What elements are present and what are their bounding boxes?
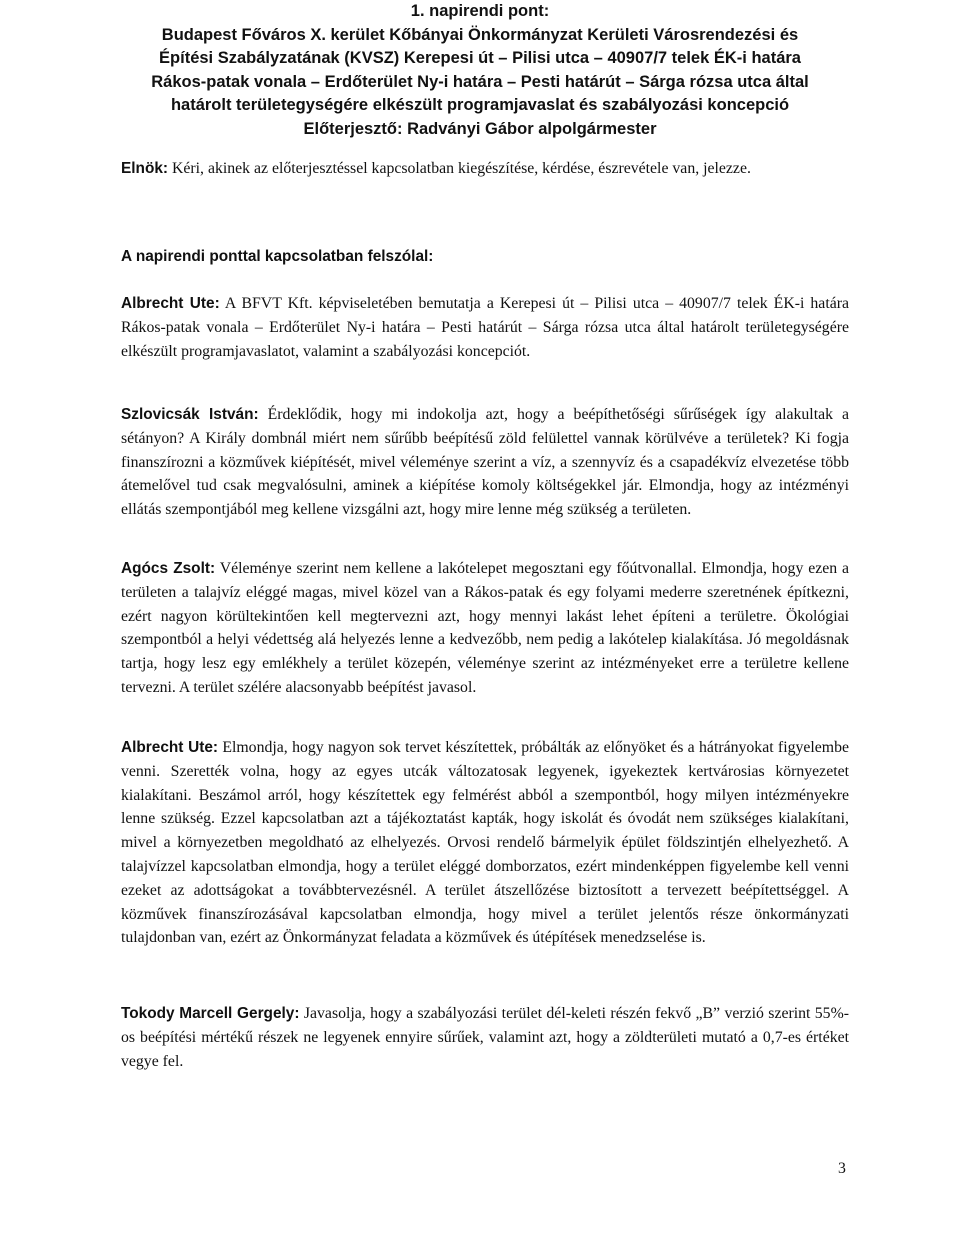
speaker-name: Albrecht Ute: [121,295,220,312]
paragraph-text: Javasolja, hogy a szabályozási terület dél-keleti részén fekvő „B” verzió szerint 55%-os beépítési mértékű részek ne legyenek ennyire sűrűek, valamint azt, hogy a zöldterületi mutató a 0,7-es értéket vegye fel. [121,1005,849,1070]
speaker-name: Elnök: [121,160,169,177]
chair-paragraph [121,157,849,181]
speech-paragraph [121,557,849,700]
section-heading: A napirendi ponttal kapcsolatban felszólal: [121,248,434,265]
page-number: 3 [838,1160,846,1177]
agenda-subject-line-2: Építési Szabályzatának (KVSZ) Kerepesi út – Pilisi utca – 40907/7 telek ÉK-i határa [159,49,801,67]
speaker-name: Szlovicsák István: [121,406,259,423]
speech-paragraph [121,1002,849,1073]
speech-paragraph [121,292,849,363]
speaker-name: Albrecht Ute: [121,739,219,756]
paragraph-text: Elmondja, hogy nagyon sok tervet készítettek, próbálták az előnyöket és a hátrányokat figyelembe venni. Szerették volna, hogy az egyes utcák változatosak legyenek, igyekeztek kertvárosias környezetet kialakítani. Beszámol arról, hogy készítettek egy felmérést abból a szempontból, hogy milyen intézményekre lenne szükség. Ezzel kapcsolatban azt a tájékoztatást kapták, hogy iskolát és óvodát nem szükséges kialakítani, mivel a környezetben megoldható az elhelyezés. Orvosi rendelő bármelyik épület földszintjén elhelyezhető. A talajvízzel kapcsolatban elmondja, hogy a terület eléggé domborzatos, ezért mindenképpen figyelembe kell venni ezeket az adottságokat a továbbtervezésnél. A terület átszellőzése biztosított a tervezett beépítettséggel. A közművek finanszírozásával kapcsolatban elmondja, hogy mivel a terület jelentős része önkormányzati tulajdonban van, ezért az Önkormányzat feladata a közművek és útépítések menedzselése is. [121,739,850,947]
paragraph-text: A BFVT Kft. képviseletében bemutatja a Kerepesi út – Pilisi utca – 40907/7 telek ÉK-i határa Rákos-patak vonala – Erdőterület Ny-i határa – Pesti határút – Sárga rózsa utca által határolt területegységére elkészült programjavaslatot, valamint a szabályozási koncepciót. [121,295,849,360]
paragraph-text: Kéri, akinek az előterjesztéssel kapcsolatban kiegészítése, kérdése, észrevétele van, jelezze. [171,160,751,177]
paragraph-text: Véleménye szerint nem kellene a lakótelepet megosztani egy főútvonallal. Elmondja, hogy ezen a területen a talajvíz eléggé magas, mivel közel van a Rákos-patak és egy folyami mederre szeretnének építkezni, ezért nagyon körültekintően kell megtervezni azt, hogy mennyi lakást lehet építeni a területre. Ökológiai szempontból a helyi védettség alá helyezés lenne a kedvezőbb, nem pedig a lakótelep kialakítása. Jó megoldásnak tartja, hogy lesz egy emlékhely a terület közepén, véleménye szerint az intézményeket erre a területre kellene tervezni. A terület szélére alacsonyabb beépítést javasol. [121,560,849,696]
agenda-subject-line-3: Rákos-patak vonala – Erdőterület Ny-i határa – Pesti határút – Sárga rózsa utca által [151,72,809,91]
paragraph-text: Érdeklődik, hogy mi indokolja azt, hogy a beépíthetőségi sűrűségek így alakultak a sétányon? A Király dombnál miért nem sűrűbb beépítésű zöld felülettel vannak körülvéve a területek? Ki fogja finanszírozni a közművek kiépítését, mivel véleménye szerint a víz, a szennyvíz és a csapadékvíz elvezetése több átemelővel tud csak megvalósulni, aminek a kiépítése komoly költségekkel jár. Elmondja, hogy az intézményi ellátás szempontjából meg kellene vizsgálni azt, hogy mire lenne még szükség a területen. [121,406,849,519]
agenda-title: 1. napirendi pont: [410,2,550,20]
speech-paragraph [121,736,849,950]
presenter-line: Előterjesztő: Radványi Gábor alpolgármester [303,119,657,138]
speech-paragraph [121,403,849,522]
speaker-name: Tokody Marcell Gergely: [121,1005,300,1022]
agenda-subject-line-4: határolt területegységére elkészült programjavaslat és szabályozási koncepció [170,96,790,114]
speaker-name: Agócs Zsolt: [121,560,216,577]
agenda-subject-line-1: Budapest Főváros X. kerület Kőbányai Önkormányzat Kerületi Városrendezési és [161,25,799,44]
agenda-header [100,0,860,141]
